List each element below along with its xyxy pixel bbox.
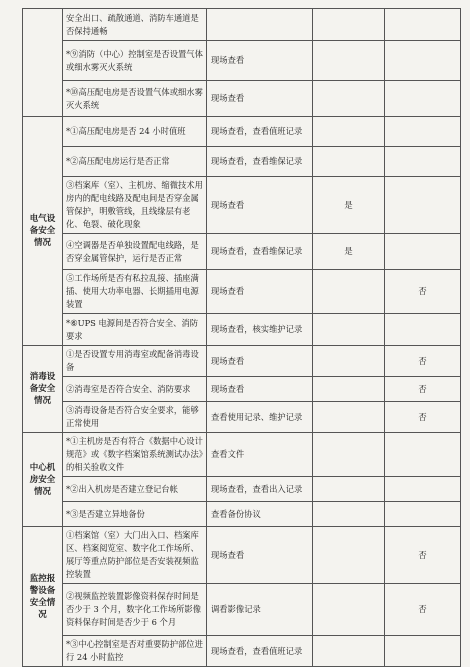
check-method: 查看文件 [207, 433, 313, 477]
category-cell [23, 9, 63, 117]
check-method: 现场查看 [207, 41, 313, 81]
check-method: 现场查看，查看值班记录 [207, 117, 313, 147]
table-row [23, 584, 461, 636]
result-cell [313, 270, 385, 314]
result-cell [385, 636, 461, 667]
result-cell [313, 527, 385, 584]
result-cell [385, 81, 461, 117]
check-method: 现场查看，查看值班记录 [207, 636, 313, 667]
table-row [23, 147, 461, 177]
check-method: 现场查看，查看维保记录 [207, 147, 313, 177]
table-row [23, 81, 461, 117]
check-method: 查看使用记录、维护记录 [207, 402, 313, 433]
result-cell: 是 [313, 177, 385, 234]
result-cell: 否 [385, 527, 461, 584]
result-cell [313, 147, 385, 177]
check-item: ③档案库（室）、主机房、缩微技术用房内的配电线路及配电间是否穿金属管保护，明敷管线，且线缘层有老化、龟裂、破化现象 [63, 177, 207, 234]
check-item: *②高压配电房运行是否正常 [63, 147, 207, 177]
table-row [23, 177, 461, 234]
result-cell: 否 [385, 346, 461, 377]
result-cell [385, 9, 461, 41]
check-method: 现场查看 [207, 527, 313, 584]
result-cell: 是 [313, 234, 385, 270]
result-cell [313, 41, 385, 81]
check-item: *⑩高压配电房是否设置气体或细水雾灭火系统 [63, 81, 207, 117]
check-item: ①是否设置专用消毒室或配备消毒设备 [63, 346, 207, 377]
check-item: *③中心控制室是否对重要防护部位进行 24 小时监控 [63, 636, 207, 667]
table-row [23, 502, 461, 527]
check-item: ②视频监控装置影像资料保存时间是否少于 3 个月，数字化工作场所影像资料保存时间是否少于 6 个月 [63, 584, 207, 636]
check-method: 现场查看 [207, 270, 313, 314]
result-cell [385, 117, 461, 147]
table-row [23, 636, 461, 667]
table-row [23, 433, 461, 477]
result-cell [313, 377, 385, 402]
result-cell [385, 502, 461, 527]
table-row [23, 527, 461, 584]
table-row [23, 41, 461, 81]
result-cell [313, 402, 385, 433]
result-cell [385, 314, 461, 346]
result-cell [313, 502, 385, 527]
table-row [23, 377, 461, 402]
result-cell [313, 636, 385, 667]
category-cell: 电气设备安全情况 [23, 117, 63, 346]
check-method: 调看影像记录 [207, 584, 313, 636]
check-method: 查看备份协议 [207, 502, 313, 527]
result-cell [385, 147, 461, 177]
result-cell: 否 [385, 402, 461, 433]
check-item: ②消毒室是否符合安全、消防要求 [63, 377, 207, 402]
category-cell: 监控报警设备安全情况 [23, 527, 63, 667]
check-item: *⑥UPS 电源间是否符合安全、消防要求 [63, 314, 207, 346]
result-cell [313, 81, 385, 117]
category-cell: 消毒设备安全情况 [23, 346, 63, 433]
check-method: 现场查看 [207, 177, 313, 234]
check-item: 安全出口、疏散通道、消防车通道是否保持通畅 [63, 9, 207, 41]
category-cell: 中心机房安全情况 [23, 433, 63, 527]
check-method: 现场查看，查看出入记录 [207, 477, 313, 502]
result-cell [313, 477, 385, 502]
check-method: 现场查看 [207, 81, 313, 117]
table-row [23, 402, 461, 433]
result-cell [385, 234, 461, 270]
table-row [23, 346, 461, 377]
check-method [207, 9, 313, 41]
check-item: *②出入机房是否建立登记台帐 [63, 477, 207, 502]
table-row [23, 117, 461, 147]
check-item: *①主机房是否有符合《数据中心设计规范》或《数字档案馆系统测试办法》的相关验收文件 [63, 433, 207, 477]
result-cell [385, 477, 461, 502]
table-row [23, 270, 461, 314]
result-cell [313, 314, 385, 346]
result-cell [313, 9, 385, 41]
table-row [23, 314, 461, 346]
result-cell [313, 584, 385, 636]
result-cell [385, 177, 461, 234]
result-cell: 否 [385, 584, 461, 636]
table-row [23, 234, 461, 270]
check-method: 现场查看 [207, 377, 313, 402]
result-cell [313, 117, 385, 147]
inspection-table [22, 8, 461, 667]
check-item: *③是否建立异地备份 [63, 502, 207, 527]
check-item: ①档案馆（室）大门出入口、档案库区、档案阅览室、数字化工作场所、展厅等重点防护部位是否安装视频监控装置 [63, 527, 207, 584]
check-method: 现场查看 [207, 346, 313, 377]
check-item: *①高压配电房是否 24 小时值班 [63, 117, 207, 147]
check-item: ⑤工作场所是否有私拉乱接、插座满插、使用大功率电器、长期插用电源装置 [63, 270, 207, 314]
table-row [23, 477, 461, 502]
result-cell: 否 [385, 270, 461, 314]
check-item: *⑨消防（中心）控制室是否设置气体或细水雾灭火系统 [63, 41, 207, 81]
result-cell [385, 41, 461, 81]
result-cell [385, 433, 461, 477]
table-row [23, 9, 461, 41]
check-method: 现场查看，核实维护记录 [207, 314, 313, 346]
check-item: ③消毒设备是否符合安全要求，能够正常使用 [63, 402, 207, 433]
check-item: ④空调器是否单独设置配电线路，是否穿金属管保护，运行是否正常 [63, 234, 207, 270]
result-cell [313, 346, 385, 377]
check-method: 现场查看，查看维保记录 [207, 234, 313, 270]
result-cell: 否 [385, 377, 461, 402]
result-cell [313, 433, 385, 477]
